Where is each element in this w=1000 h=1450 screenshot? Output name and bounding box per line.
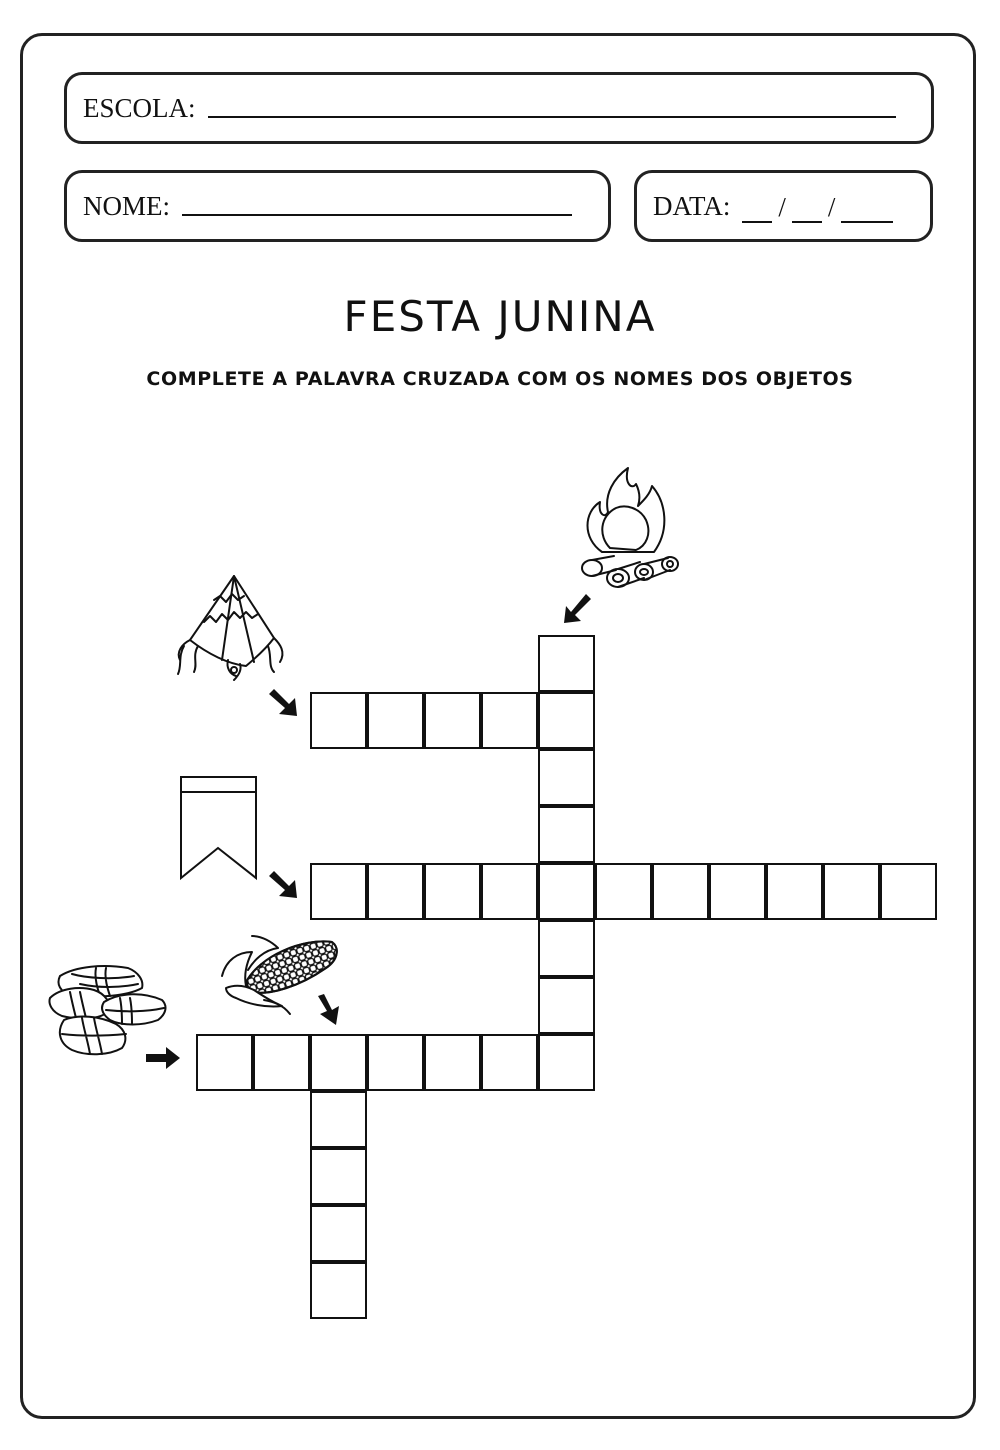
crossword-cell[interactable] (823, 863, 880, 920)
crossword-cell[interactable] (538, 920, 595, 977)
arrow-down-right-icon (266, 686, 300, 720)
date-day-blank[interactable] (742, 199, 772, 223)
date-separator: / (778, 191, 786, 222)
crossword-cell[interactable] (481, 1034, 538, 1091)
crossword-cell[interactable] (310, 692, 367, 749)
crossword-cell[interactable] (310, 1034, 367, 1091)
school-label: ESCOLA: (83, 92, 196, 123)
crossword-cell[interactable] (538, 635, 595, 692)
crossword-cell[interactable] (310, 1091, 367, 1148)
crossword-cell[interactable] (538, 863, 595, 920)
bonfire-icon (570, 460, 690, 600)
date-year-blank[interactable] (841, 199, 893, 223)
crossword-cell[interactable] (481, 863, 538, 920)
school-input-line[interactable] (208, 116, 896, 118)
date-label: DATA: (653, 190, 731, 221)
name-field-box (64, 170, 611, 242)
crossword-cell[interactable] (367, 692, 424, 749)
crossword-cell[interactable] (310, 1148, 367, 1205)
crossword-cell[interactable] (310, 863, 367, 920)
crossword-cell[interactable] (709, 863, 766, 920)
date-field-box (634, 170, 933, 242)
arrow-down-left-icon (560, 592, 594, 626)
crossword-cell[interactable] (481, 692, 538, 749)
school-field-box (64, 72, 934, 144)
crossword-cell[interactable] (424, 863, 481, 920)
crossword-cell[interactable] (424, 1034, 481, 1091)
crossword-cell[interactable] (196, 1034, 253, 1091)
crossword-cell[interactable] (310, 1205, 367, 1262)
arrow-right-icon (144, 1044, 182, 1072)
crossword-cell[interactable] (538, 749, 595, 806)
crossword-cell[interactable] (367, 1034, 424, 1091)
crossword-cell[interactable] (253, 1034, 310, 1091)
crossword-cell[interactable] (310, 1262, 367, 1319)
worksheet-instruction: COMPLETE A PALAVRA CRUZADA COM OS NOMES DOS OBJETOS (146, 368, 854, 390)
crossword-cell[interactable] (367, 863, 424, 920)
crossword-cell[interactable] (424, 692, 481, 749)
bunting-flag-icon (178, 774, 260, 884)
crossword-cell[interactable] (538, 806, 595, 863)
arrow-down-right-icon (266, 868, 300, 902)
date-separator: / (827, 191, 836, 222)
crossword-cell[interactable] (538, 1034, 595, 1091)
crossword-cell[interactable] (766, 863, 823, 920)
crossword-cell[interactable] (538, 692, 595, 749)
crossword-cell[interactable] (652, 863, 709, 920)
arrow-down-icon (314, 992, 344, 1028)
worksheet-title: FESTA JUNINA (343, 292, 657, 341)
name-input-line[interactable] (182, 214, 572, 216)
crossword-cell[interactable] (880, 863, 937, 920)
crossword-cell[interactable] (538, 977, 595, 1034)
name-label: NOME: (83, 190, 170, 221)
date-input[interactable] (742, 192, 893, 223)
straw-hat-icon (168, 570, 292, 688)
date-month-blank[interactable] (792, 199, 822, 223)
crossword-cell[interactable] (595, 863, 652, 920)
